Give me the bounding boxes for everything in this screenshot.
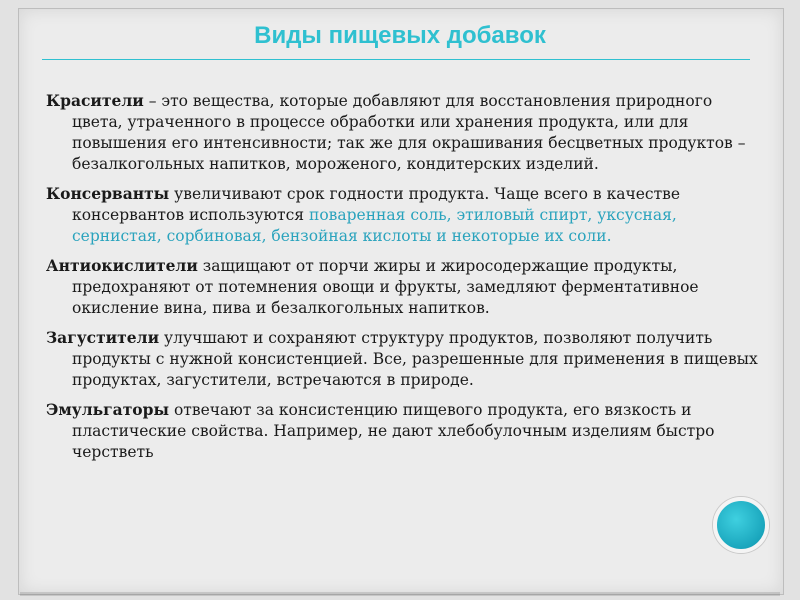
paragraph-antioxidants [46, 255, 758, 319]
frame-shadow [20, 592, 780, 596]
text-thickeners: улучшают и сохраняют структуру продуктов, позволяют получить продукты с нужной консистенцией. Все, разрешенные для применения в пищевых продуктах, загустители, встречаются в природе. [72, 329, 758, 389]
paragraph-thickeners [46, 327, 758, 391]
text-preservatives: увеличивают срок годности продукта. Чаще всего в качестве консервантов используются [72, 185, 681, 224]
title-underline [42, 59, 750, 60]
paragraph-emulsifiers [46, 399, 758, 463]
slide-content [46, 90, 758, 471]
paragraph-preservatives [46, 183, 758, 247]
text-emulsifiers: отвечают за консистенцию пищевого продукта, его вязкость и пластические свойства. Например, не дают хлебобулочным изделиям быстро черстветь [72, 401, 715, 461]
paragraph-colorants [46, 90, 758, 175]
term-colorants: Красители [46, 91, 144, 110]
text-colorants: – это вещества, которые добавляют для восстановления природного цвета, утраченного в процессе обработки или хранения продукта, или для повышения его интенсивности; так же для окрашивания бесцветных продуктов – безалкогольных напитков, мороженого, кондитерских изделий. [72, 92, 746, 173]
term-thickeners: Загустители [46, 328, 160, 347]
decorative-circle-icon [713, 497, 769, 553]
term-antioxidants: Антиокислители [46, 256, 198, 275]
slide-title: Виды пищевых добавок [254, 22, 546, 49]
term-emulsifiers: Эмульгаторы [46, 400, 170, 419]
highlight-preservatives-examples: поваренная соль, этиловый спирт, уксусная, сернистая, сорбиновая, бензойная кислоты и некоторые их соли. [72, 206, 677, 245]
term-preservatives: Консерванты [46, 184, 170, 203]
text-antioxidants: защищают от порчи жиры и жиросодержащие продукты, предохраняют от потемнения овощи и фрукты, замедляют ферментативное окисление вина, пива и безалкогольных напитков. [72, 257, 699, 317]
